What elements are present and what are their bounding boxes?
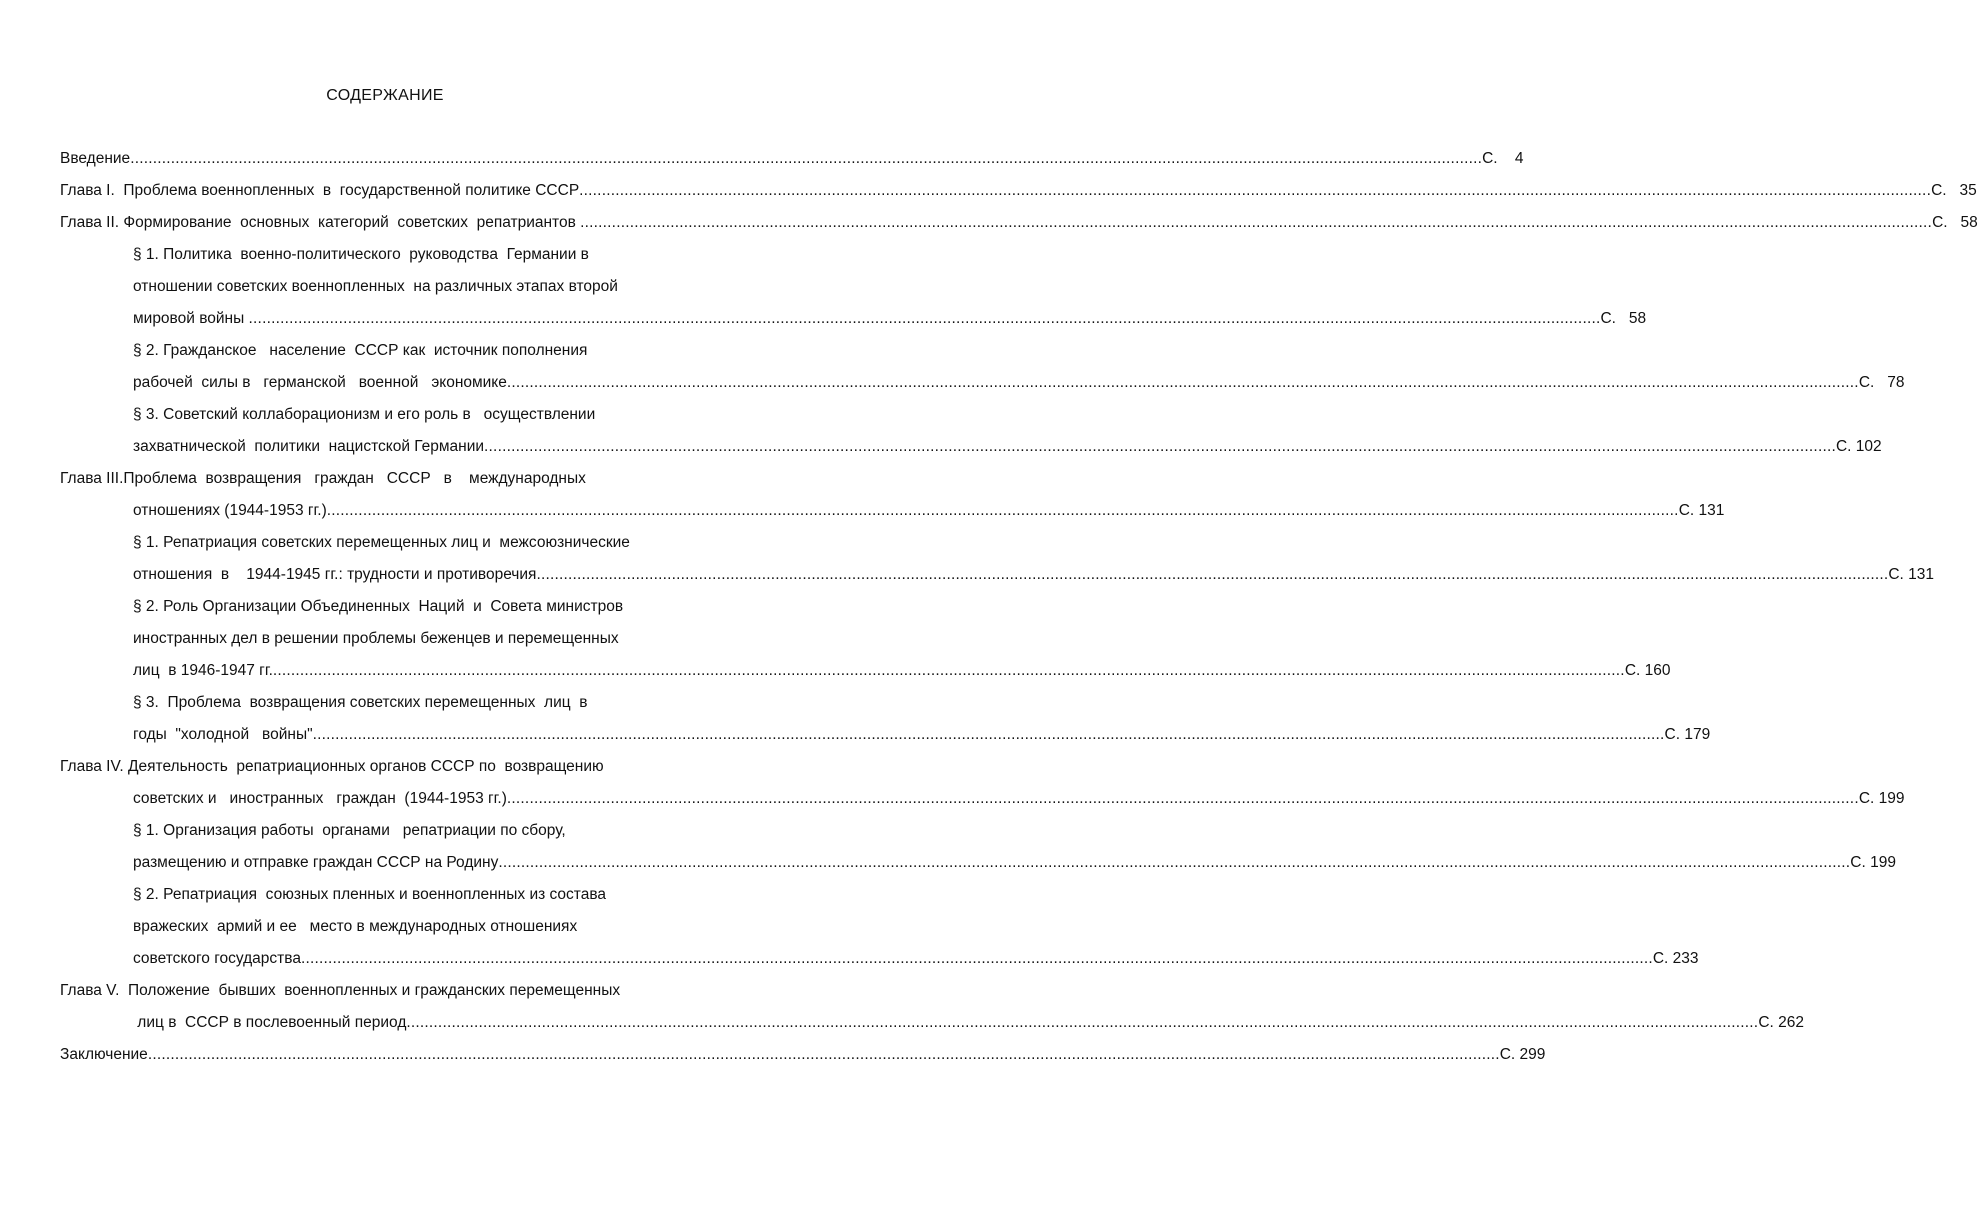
toc-entry-continuation	[133, 340, 753, 362]
toc-entry-label: вражеских армий и ее место в международных отношениях	[133, 918, 578, 935]
leader-dots: ............................................................................................................................................................................................................................................................................................................	[498, 854, 1851, 871]
toc-entry-chapter-4[interactable]	[60, 756, 750, 778]
toc-page-number: С. 102	[1835, 438, 1882, 455]
toc-entry-label: Глава IV. Деятельность репатриационных органов СССР по возвращению	[60, 758, 604, 775]
leader-dots: ............................................................................................................................................................................................................................................................................................................	[579, 182, 1932, 199]
leader-dots: ............................................................................................................................................................................................................................................................................................................	[326, 502, 1679, 519]
toc-entry-section-3-1[interactable]	[133, 564, 1935, 586]
toc-page-number: С. 58	[1600, 310, 1647, 327]
toc-page-number: С. 78	[1858, 374, 1905, 391]
toc-entry-continuation	[133, 628, 753, 650]
leader-dots: ............................................................................................................................................................................................................................................................................................................	[248, 310, 1601, 327]
toc-entry-label: размещению и отправке граждан СССР на Родину	[133, 854, 499, 871]
leader-dots: ............................................................................................................................................................................................................................................................................................................	[300, 950, 1653, 967]
toc-entry-continuation	[133, 532, 753, 554]
toc-entry-continuation	[133, 244, 753, 266]
toc-entry-label: отношениях (1944-1953 гг.)	[133, 502, 327, 519]
toc-entry-continuation	[133, 884, 753, 906]
leader-dots: ............................................................................................................................................................................................................................................................................................................	[406, 1014, 1759, 1031]
toc-entry-section-3-3[interactable]	[133, 724, 1711, 746]
toc-entry-label: Глава I. Проблема военнопленных в государственной политике СССР	[60, 182, 580, 199]
toc-entry-label: § 3. Советский коллаборационизм и его роль в осуществлении	[133, 406, 596, 423]
toc-page-number: С. 131	[1678, 502, 1725, 519]
toc-entry-label: § 1. Организация работы органами репатриации по сбору,	[133, 822, 566, 839]
toc-page-number: С. 160	[1624, 662, 1671, 679]
toc-entry-chapter-5[interactable]	[60, 980, 750, 1002]
toc-entry-chapter-5-end[interactable]	[133, 1012, 1804, 1034]
toc-entry-continuation	[133, 820, 753, 842]
toc-page-number: С. 199	[1858, 790, 1905, 807]
toc-entry-continuation	[133, 916, 753, 938]
page-title: СОДЕРЖАНИЕ	[326, 87, 444, 104]
toc-entry-introduction[interactable]	[60, 148, 1524, 170]
toc-entry-section-4-2[interactable]	[133, 948, 1699, 970]
leader-dots: ............................................................................................................................................................................................................................................................................................................	[580, 214, 1933, 231]
toc-entry-continuation	[133, 596, 753, 618]
toc-entry-label: годы "холодной войны"	[133, 726, 313, 743]
toc-entry-section-2-2[interactable]	[133, 372, 1905, 394]
toc-page-number: С. 4	[1482, 150, 1524, 167]
toc-entry-label: лиц в 1946-1947 гг.	[133, 662, 273, 679]
toc-entry-section-2-1[interactable]	[133, 308, 1647, 330]
toc-entry-chapter-2[interactable]	[60, 212, 1978, 234]
toc-entry-label: мировой войны	[133, 310, 249, 327]
toc-entry-section-4-1[interactable]	[133, 852, 1896, 874]
toc-entry-section-3-2[interactable]	[133, 660, 1671, 682]
toc-entry-label: Глава V. Положение бывших военнопленных и гражданских перемещенных	[60, 982, 621, 999]
toc-entry-label: советских и иностранных граждан (1944-1953 гг.)	[133, 790, 507, 807]
toc-entry-label: лиц в СССР в послевоенный период	[133, 1014, 407, 1031]
toc-entry-section-2-3[interactable]	[133, 436, 1882, 458]
toc-page-number: С. 35	[1931, 182, 1977, 199]
leader-dots: ............................................................................................................................................................................................................................................................................................................	[484, 438, 1836, 455]
toc-entry-label: § 1. Репатриация советских перемещенных лиц и межсоюзнические	[133, 534, 630, 551]
toc-entry-label: § 2. Репатриация союзных пленных и военнопленных из состава	[133, 886, 607, 903]
toc-entry-label: отношения в 1944-1945 гг.: трудности и противоречия	[133, 566, 537, 583]
toc-entry-conclusion[interactable]	[60, 1044, 1546, 1066]
toc-entry-label: захватнической политики нацистской Германии	[133, 438, 485, 455]
leader-dots: ............................................................................................................................................................................................................................................................................................................	[272, 662, 1625, 679]
toc-entry-label: § 2. Гражданское население СССР как источник пополнения	[133, 342, 588, 359]
toc-entry-continuation	[133, 692, 753, 714]
toc-page-number: С. 131	[1888, 566, 1935, 583]
toc-entry-chapter-3-end[interactable]	[133, 500, 1725, 522]
toc-entry-label: § 1. Политика военно-политического руководства Германии в	[133, 246, 589, 263]
toc-entry-continuation	[133, 276, 753, 298]
toc-entry-chapter-1[interactable]	[60, 180, 1977, 202]
toc-page-number: С. 199	[1850, 854, 1896, 871]
toc-page-number: С. 58	[1932, 214, 1978, 231]
leader-dots: ............................................................................................................................................................................................................................................................................................................	[312, 726, 1665, 743]
toc-entry-continuation	[133, 404, 753, 426]
leader-dots: ............................................................................................................................................................................................................................................................................................................	[536, 566, 1889, 583]
leader-dots: ............................................................................................................................................................................................................................................................................................................	[506, 790, 1859, 807]
toc-entry-label: советского государства	[133, 950, 301, 967]
toc-page-number: С. 299	[1499, 1046, 1546, 1063]
toc-entry-label: § 2. Роль Организации Объединенных Наций и Совета министров	[133, 598, 624, 615]
toc-entry-label: § 3. Проблема возвращения советских перемещенных лиц в	[133, 694, 588, 711]
leader-dots: ............................................................................................................................................................................................................................................................................................................	[147, 1046, 1500, 1063]
leader-dots: ............................................................................................................................................................................................................................................................................................................	[506, 374, 1859, 391]
toc-entry-label: Заключение	[60, 1046, 148, 1063]
toc-entry-label: рабочей силы в германской военной экономике	[133, 374, 507, 391]
toc-entry-label: Глава III.Проблема возвращения граждан СССР в международных	[60, 470, 586, 487]
toc-page-number: С. 233	[1652, 950, 1699, 967]
toc-entry-label: Введение	[60, 150, 131, 167]
leader-dots: ............................................................................................................................................................................................................................................................................................................	[130, 150, 1483, 167]
toc-page-number: С. 179	[1664, 726, 1711, 743]
toc-entry-label: иностранных дел в решении проблемы беженцев и перемещенных	[133, 630, 619, 647]
toc-entry-chapter-4-end[interactable]	[133, 788, 1905, 810]
toc-entry-chapter-3[interactable]	[60, 468, 750, 490]
toc-entry-label: отношении советских военнопленных на различных этапах второй	[133, 278, 618, 295]
toc-page-number: С. 262	[1758, 1014, 1804, 1031]
toc-entry-label: Глава II. Формирование основных категорий советских репатриантов	[60, 214, 581, 231]
